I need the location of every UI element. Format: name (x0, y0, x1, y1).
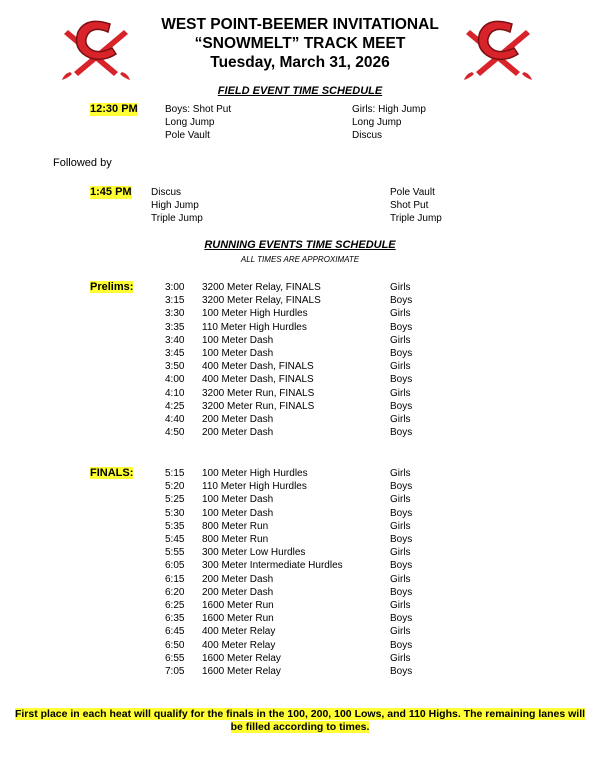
schedule-row (0, 307, 600, 320)
event-time: 3:30 (165, 308, 185, 320)
event-name: 100 Meter Dash (202, 348, 274, 359)
schedule-row (0, 559, 600, 572)
event-name: 400 Meter Dash, FINALS (202, 361, 314, 373)
prelims-label: Prelims: (90, 281, 134, 293)
schedule-row (0, 586, 600, 599)
event-gender: Boys (390, 400, 413, 412)
event-name: 3200 Meter Relay, FINALS (202, 282, 321, 293)
event-time: 6:25 (165, 600, 185, 611)
event-name: 200 Meter Dash (202, 414, 274, 425)
event-time: 5:45 (165, 534, 185, 545)
event-name: 3200 Meter Run, FINALS (202, 387, 315, 399)
schedule-row (0, 294, 600, 307)
schedule-row (0, 520, 600, 533)
event-time: 3:00 (165, 282, 185, 293)
field-girls-1: Girls: High Jump (352, 104, 426, 115)
event-time: 4:25 (165, 400, 185, 412)
field-second-left-1: Discus (151, 187, 182, 198)
event-gender: Girls (390, 468, 411, 479)
field-second-time: 1:45 PM (90, 186, 132, 198)
event-name: 110 Meter High Hurdles (202, 481, 307, 493)
field-second-right-3: Triple Jump (390, 213, 442, 224)
event-gender: Girls (390, 494, 411, 506)
event-time: 3:50 (165, 361, 185, 373)
event-gender: Boys (390, 321, 413, 333)
schedule-row (0, 573, 600, 586)
event-name: 800 Meter Run (202, 520, 269, 532)
event-time: 6:45 (165, 626, 185, 638)
event-time: 5:20 (165, 481, 185, 493)
event-name: 1600 Meter Relay (202, 652, 281, 664)
schedule-row (0, 360, 600, 373)
field-schedule-heading: FIELD EVENT TIME SCHEDULE (217, 85, 383, 97)
event-time: 6:05 (165, 560, 185, 572)
event-gender: Boys (390, 639, 413, 651)
footer-note-line2: be filled according to times. (230, 721, 370, 733)
event-name: 300 Meter Intermediate Hurdles (202, 560, 343, 572)
event-name: 100 Meter High Hurdles (202, 308, 308, 320)
schedule-row (0, 507, 600, 520)
event-time: 5:35 (165, 520, 185, 532)
event-gender: Girls (390, 308, 411, 320)
field-second-right-2: Shot Put (390, 200, 429, 211)
field-boys-3: Pole Vault (165, 130, 210, 141)
schedule-row (0, 665, 600, 678)
event-name: 400 Meter Dash, FINALS (202, 374, 314, 386)
event-gender: Boys (390, 481, 413, 493)
event-time: 6:20 (165, 586, 185, 598)
running-schedule-subtitle: ALL TIMES ARE APPROXIMATE (240, 255, 360, 264)
field-girls-3: Discus (352, 130, 383, 141)
meet-date: Tuesday, March 31, 2026 (210, 54, 390, 71)
event-gender: Girls (390, 334, 411, 346)
event-time: 6:55 (165, 652, 185, 664)
meet-title: WEST POINT-BEEMER INVITATIONAL (161, 16, 439, 33)
schedule-row (0, 533, 600, 546)
schedule-row (0, 612, 600, 625)
footer-note (0, 708, 600, 734)
schedule-row (0, 400, 600, 413)
schedule-row (0, 281, 600, 294)
followed-by-text: Followed by (53, 157, 112, 169)
event-name: 1600 Meter Run (202, 600, 274, 611)
schedule-row (0, 639, 600, 652)
footer-note-line1: First place in each heat will qualify for the finals in the 100, 200, 100 Lows, and 110 Highs. The remaining lanes will (14, 708, 586, 720)
schedule-row (0, 334, 600, 347)
event-name: 1600 Meter Relay (202, 666, 281, 677)
event-gender: Girls (390, 626, 411, 638)
running-schedule-heading: RUNNING EVENTS TIME SCHEDULE (204, 239, 396, 251)
event-name: 200 Meter Dash (202, 427, 274, 439)
event-time: 3:45 (165, 348, 185, 359)
event-name: 3200 Meter Relay, FINALS (202, 295, 321, 307)
event-time: 6:15 (165, 573, 185, 585)
event-name: 400 Meter Relay (202, 639, 276, 651)
event-time: 4:00 (165, 374, 185, 386)
event-gender: Girls (390, 282, 411, 293)
event-time: 5:15 (165, 468, 185, 479)
event-time: 3:40 (165, 334, 185, 346)
event-name: 100 Meter High Hurdles (202, 468, 308, 479)
schedule-row (0, 321, 600, 334)
event-gender: Boys (390, 295, 413, 307)
event-gender: Girls (390, 520, 411, 532)
event-time: 4:50 (165, 427, 185, 439)
event-gender: Boys (390, 560, 413, 572)
event-gender: Boys (390, 507, 413, 519)
event-gender: Girls (390, 573, 411, 585)
event-name: 200 Meter Dash (202, 573, 274, 585)
event-time: 5:55 (165, 547, 185, 559)
meet-subtitle: “SNOWMELT” TRACK MEET (194, 35, 406, 52)
event-gender: Girls (390, 387, 411, 399)
schedule-row (0, 652, 600, 665)
event-gender: Boys (390, 666, 413, 677)
event-gender: Girls (390, 600, 411, 611)
event-gender: Boys (390, 613, 413, 625)
event-gender: Girls (390, 652, 411, 664)
schedule-row (0, 426, 600, 439)
event-name: 110 Meter High Hurdles (202, 321, 307, 333)
event-name: 100 Meter Dash (202, 507, 274, 519)
field-boys-1: Boys: Shot Put (165, 104, 232, 115)
schedule-row (0, 373, 600, 386)
schedule-row (0, 347, 600, 360)
event-time: 6:50 (165, 639, 185, 651)
finals-label: FINALS: (90, 467, 134, 479)
schedule-row (0, 625, 600, 638)
event-time: 7:05 (165, 666, 185, 677)
event-gender: Boys (390, 348, 413, 359)
field-first-time: 12:30 PM (90, 103, 138, 115)
event-name: 3200 Meter Run, FINALS (202, 400, 315, 412)
event-gender: Boys (390, 586, 413, 598)
event-gender: Girls (390, 414, 411, 425)
event-time: 5:30 (165, 507, 185, 519)
event-gender: Boys (390, 427, 413, 439)
schedule-row (0, 480, 600, 493)
schedule-row (0, 467, 600, 480)
event-gender: Girls (390, 547, 411, 559)
schedule-row (0, 387, 600, 400)
field-second-right-1: Pole Vault (390, 187, 435, 198)
event-time: 6:35 (165, 613, 185, 625)
field-second-left-2: High Jump (151, 200, 199, 211)
event-time: 3:35 (165, 321, 185, 333)
event-name: 800 Meter Run (202, 534, 269, 545)
field-second-left-3: Triple Jump (151, 213, 203, 224)
event-name: 200 Meter Dash (202, 586, 274, 598)
schedule-row (0, 546, 600, 559)
schedule-row (0, 493, 600, 506)
event-time: 4:40 (165, 414, 185, 425)
event-time: 5:25 (165, 494, 185, 506)
event-gender: Boys (390, 374, 413, 386)
schedule-row (0, 599, 600, 612)
event-gender: Girls (390, 361, 411, 373)
event-time: 4:10 (165, 387, 185, 399)
event-name: 1600 Meter Run (202, 613, 274, 625)
field-girls-2: Long Jump (352, 117, 402, 128)
field-boys-2: Long Jump (165, 117, 215, 128)
schedule-row (0, 413, 600, 426)
event-time: 3:15 (165, 295, 185, 307)
event-name: 400 Meter Relay (202, 626, 276, 638)
event-gender: Boys (390, 534, 413, 545)
event-name: 300 Meter Low Hurdles (202, 547, 306, 559)
event-name: 100 Meter Dash (202, 334, 274, 346)
event-name: 100 Meter Dash (202, 494, 274, 506)
